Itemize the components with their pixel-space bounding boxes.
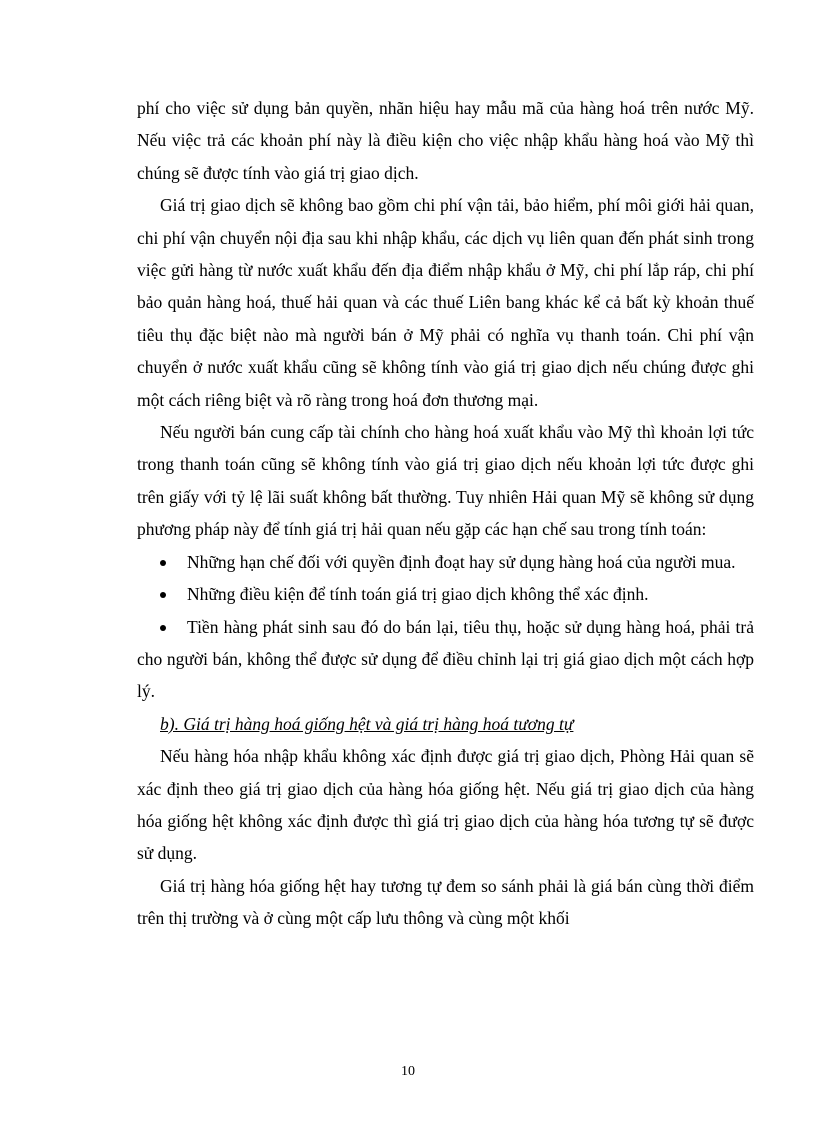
paragraph-royalty-fees: phí cho việc sử dụng bản quyền, nhãn hiệu hay mẫu mã của hàng hoá trên nước Mỹ. Nếu việc trả các khoản phí này là điều kiện cho việc nhập khẩu hàng hoá vào Mỹ thì chúng sẽ được tính vào giá trị giao dịch.: [137, 98, 754, 183]
bullet-dot-icon: [160, 625, 166, 631]
bullet-item: [137, 578, 754, 610]
document-body: [137, 92, 754, 935]
paragraph-seller-financing: Nếu người bán cung cấp tài chính cho hàng hoá xuất khẩu vào Mỹ thì khoản lợi tức trong thanh toán cũng sẽ không tính vào giá trị giao dịch nếu khoản lợi tức được ghi trên giấy với tỷ lệ lãi suất không bất thường. Tuy nhiên Hải quan Mỹ sẽ không sử dụng phương pháp này để tính giá trị hải quan nếu gặp các hạn chế sau trong tính toán:: [137, 422, 754, 540]
paragraph-transaction-value-exclusions: Giá trị giao dịch sẽ không bao gồm chi phí vận tải, bảo hiểm, phí môi giới hải quan, chi phí vận chuyển nội địa sau khi nhập khẩu, các dịch vụ liên quan đến phát sinh trong việc gửi hàng từ nước xuất khẩu đến địa điểm nhập khẩu ở Mỹ, chi phí lắp ráp, chi phí bảo quản hàng hoá, thuế hải quan và các thuế Liên bang khác kể cả bất kỳ khoản thuế tiêu thụ đặc biệt nào mà người bán ở Mỹ phải có nghĩa vụ thanh toán. Chi phí vận chuyển ở nước xuất khẩu cũng sẽ không tính vào giá trị giao dịch nếu chúng được ghi một cách riêng biệt và rõ ràng trong hoá đơn thương mại.: [137, 195, 754, 410]
bullet-dot-icon: [160, 592, 166, 598]
bullet-item: [137, 611, 754, 708]
bullet-text: Tiền hàng phát sinh sau đó do bán lại, tiêu thụ, hoặc sử dụng hàng hoá, phải trả cho người bán, không thể được sử dụng để điều chỉnh lại trị giá giao dịch một cách hợp lý.: [137, 616, 754, 702]
page-number: 10: [401, 1064, 415, 1079]
paragraph-comparison-price: Giá trị hàng hóa giống hệt hay tương tự đem so sánh phải là giá bán cùng thời điểm trên thị trường và ở cùng một cấp lưu thông và cùng một khối: [137, 875, 754, 929]
bullet-text: Những hạn chế đối với quyền định đoạt hay sử dụng hàng hoá của người mua.: [187, 551, 736, 572]
bullet-item: [137, 546, 754, 578]
bullet-dot-icon: [160, 560, 166, 566]
paragraph-identical-goods: Nếu hàng hóa nhập khẩu không xác định được giá trị giao dịch, Phòng Hải quan sẽ xác định theo giá trị giao dịch của hàng hóa giống hệt. Nếu giá trị giao dịch của hàng hóa giống hệt không xác định được thì giá trị giao dịch của hàng hóa tương tự sẽ được sử dụng.: [137, 746, 754, 864]
section-heading-b: b). Giá trị hàng hoá giống hệt và giá trị hàng hoá tương tự: [160, 713, 574, 734]
bullet-text: Những điều kiện để tính toán giá trị giao dịch không thể xác định.: [187, 584, 649, 605]
